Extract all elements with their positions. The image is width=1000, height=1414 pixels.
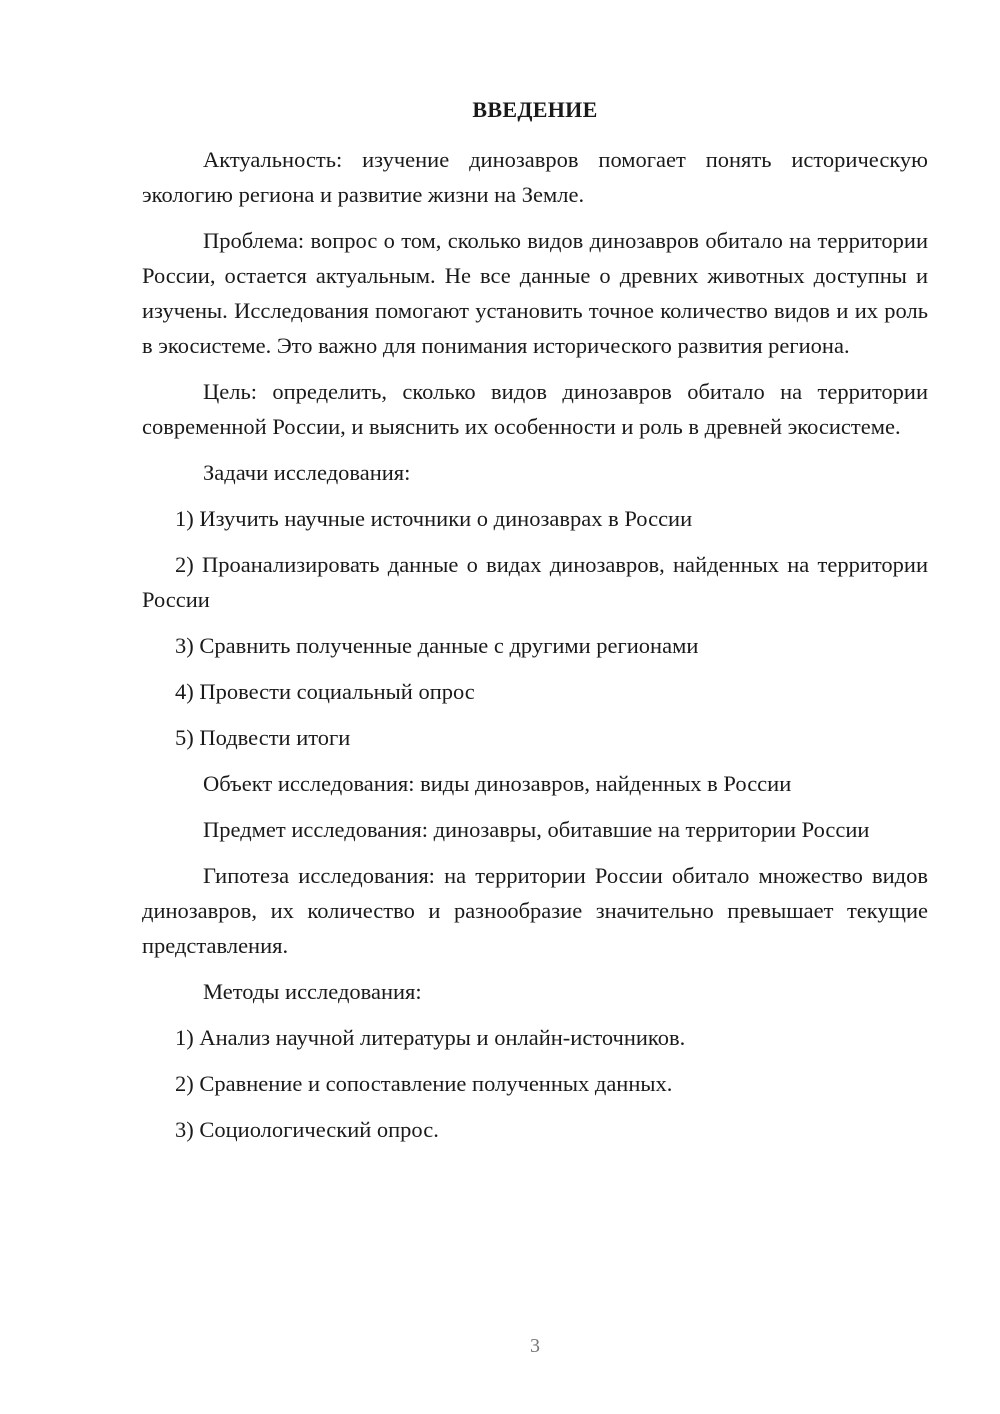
paragraph-hypothesis: Гипотеза исследования: на территории России обитало множество видов динозавров, их количество и разнообразие значительно превышает текущие представления.: [142, 863, 928, 958]
paragraph-goal: Цель: определить, сколько видов динозавров обитало на территории современной России, и выяснить их особенности и роль в древней экосистеме.: [142, 379, 928, 439]
document-body: [142, 142, 928, 1158]
paragraph-subject: Предмет исследования: динозавры, обитавшие на территории России: [203, 817, 870, 842]
list-item-task-3: 3) Сравнить полученные данные с другими регионами: [175, 633, 699, 658]
paragraph-methods-heading: Методы исследования:: [203, 979, 422, 1004]
paragraph-object: Объект исследования: виды динозавров, найденных в России: [203, 771, 792, 796]
list-item-method-1: 1) Анализ научной литературы и онлайн-источников.: [175, 1025, 686, 1050]
section-title: ВВЕДЕНИЕ: [472, 97, 598, 122]
list-item-task-5: 5) Подвести итоги: [175, 725, 351, 750]
page-number: 3: [530, 1335, 540, 1357]
list-item-method-2: 2) Сравнение и сопоставление полученных данных.: [175, 1071, 673, 1096]
paragraph-relevance: Актуальность: изучение динозавров помогает понять историческую экологию региона и развитие жизни на Земле.: [142, 147, 928, 207]
list-item-task-2: 2) Проанализировать данные о видах динозавров, найденных на территории России: [142, 552, 928, 612]
paragraph-problem: Проблема: вопрос о том, сколько видов динозавров обитало на территории России, остается актуальным. Не все данные о древних животных доступны и изучены. Исследования помогают установить точное количество видов и их роль в экосистеме. Это важно для понимания исторического развития региона.: [142, 228, 928, 358]
list-item-task-4: 4) Провести социальный опрос: [175, 679, 475, 704]
paragraph-tasks-heading: Задачи исследования:: [203, 460, 411, 485]
list-item-method-3: 3) Социологический опрос.: [175, 1117, 439, 1142]
list-item-task-1: 1) Изучить научные источники о динозаврах в России: [175, 506, 693, 531]
